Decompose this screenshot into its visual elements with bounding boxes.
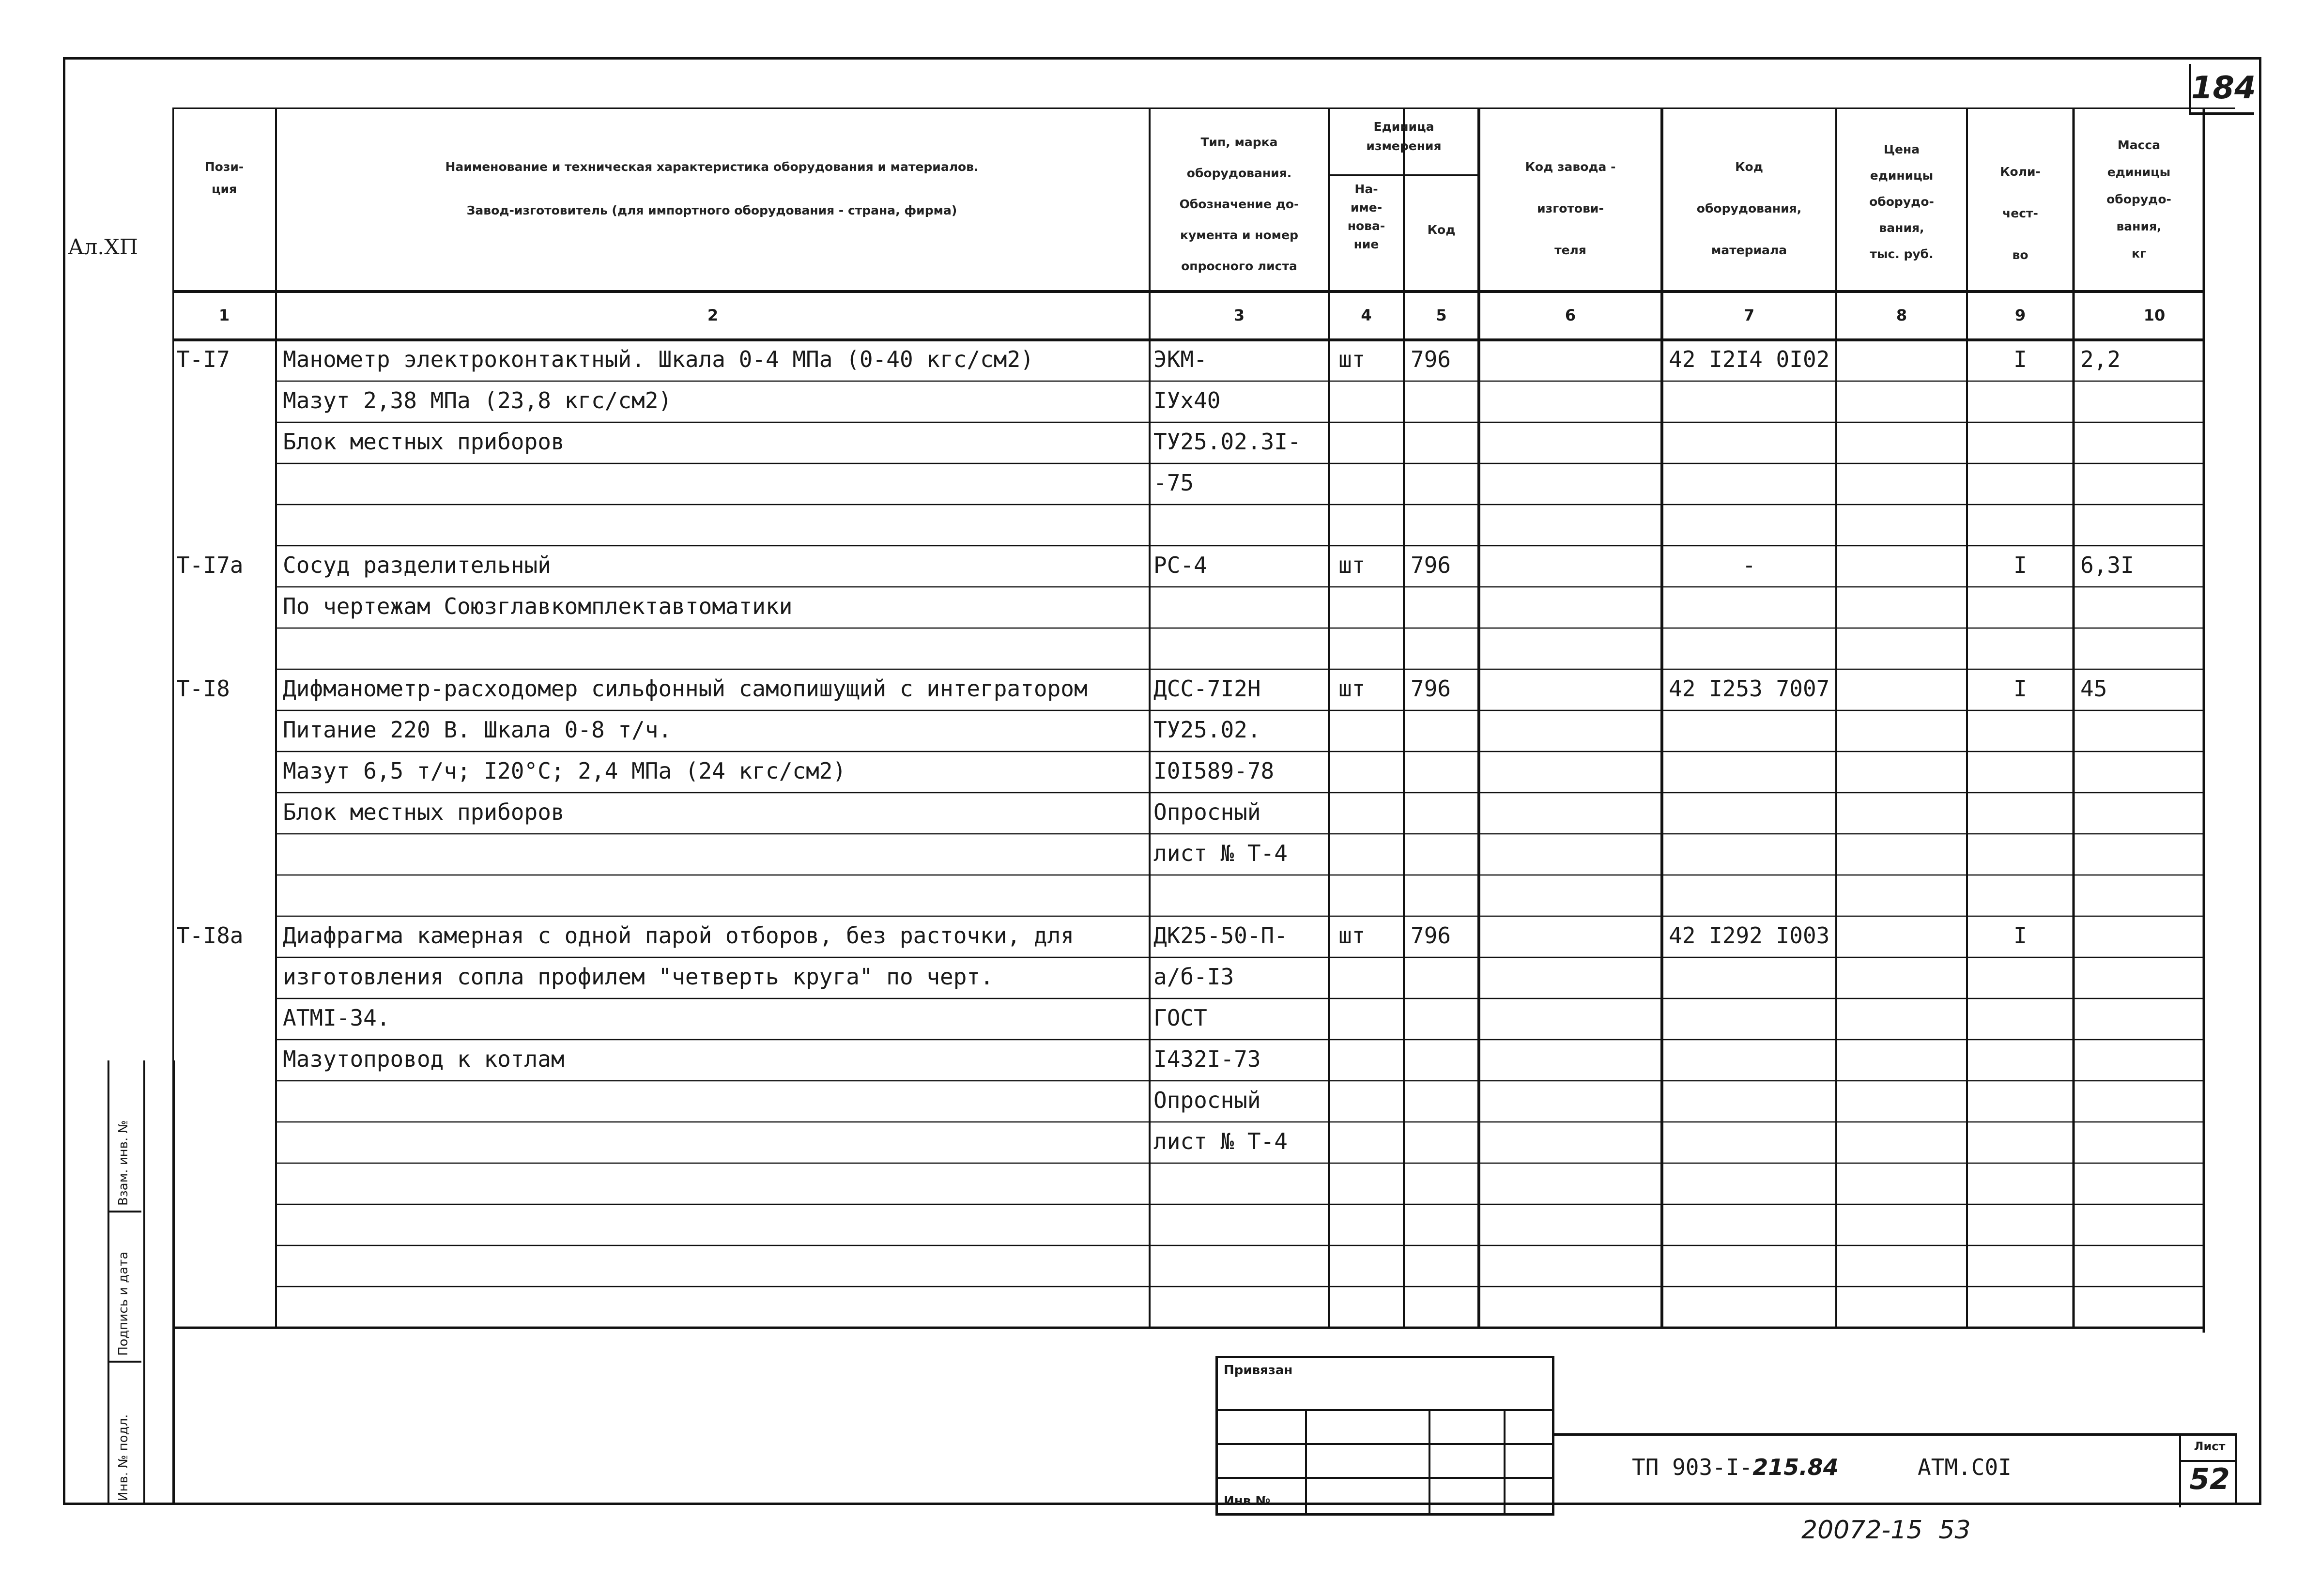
position-cell: Т-I8а — [176, 922, 244, 949]
equipment-code-cell: 42 I292 I003 — [1669, 922, 1830, 949]
type-cell: -75 — [1153, 470, 1194, 496]
column-number: 9 — [2014, 306, 2026, 324]
quantity-cell — [1974, 793, 2067, 831]
name-cell: По чертежам Союзглавкомплектавтоматики — [283, 593, 793, 619]
column-number: 10 — [2143, 306, 2166, 324]
column-number: 4 — [1361, 306, 1372, 324]
mass-cell: 2,2 — [2080, 346, 2121, 372]
header-equipment-code: Код оборудования, материала — [1696, 160, 1802, 257]
name-cell: Сосуд разделительный — [283, 552, 551, 578]
quantity-cell — [1974, 628, 2067, 667]
position-cell: Т-I7 — [176, 346, 230, 372]
header-type: Тип, марка оборудования. Обозначение до- кумента и номер опросного листа — [1179, 135, 1299, 273]
type-cell: Опросный — [1153, 1087, 1261, 1113]
type-cell: ДСС-7I2Н — [1153, 675, 1261, 702]
header-unit: Единица измерения — [1366, 120, 1442, 153]
name-cell: Мазут 6,5 т/ч; I20°С; 2,4 МПа (24 кгс/см2) — [283, 758, 846, 784]
column-number: 5 — [1436, 306, 1447, 324]
name-cell: Блок местных приборов — [283, 799, 565, 825]
name-cell: АТМI-34. — [283, 1005, 390, 1031]
header-mass: Масса единицы оборудо- вания, кг — [2106, 138, 2171, 261]
column-number: 2 — [707, 306, 719, 324]
quantity-cell — [1974, 710, 2067, 749]
quantity-cell — [1974, 381, 2067, 420]
quantity-cell — [1974, 957, 2067, 996]
column-number: 8 — [1896, 306, 1907, 324]
album-label: Ал.ХП — [68, 235, 138, 260]
doc-code-prefix: ТП 903-I- — [1632, 1454, 1753, 1480]
unit-name-cell: шт — [1338, 346, 1366, 372]
quantity-cell — [1974, 422, 2067, 461]
header-unit-name: На- име- нова- ние — [1347, 182, 1385, 251]
column-number: 1 — [218, 306, 230, 324]
quantity-cell — [1974, 1287, 2067, 1325]
unit-code-cell: 796 — [1411, 552, 1451, 578]
type-cell: ГОСТ — [1153, 1005, 1207, 1031]
position-cell: Т-I7а — [176, 552, 244, 578]
quantity-cell: I — [2013, 552, 2027, 578]
quantity-cell — [1974, 1122, 2067, 1161]
title-block — [1554, 1433, 2237, 1505]
quantity-cell — [1974, 1163, 2067, 1202]
unit-name-cell: шт — [1338, 922, 1366, 949]
quantity-cell — [1974, 1245, 2067, 1284]
attached-label: Привязан — [1224, 1363, 1293, 1378]
unit-code-cell: 796 — [1411, 922, 1451, 949]
quantity-cell — [1974, 505, 2067, 543]
quantity-cell — [1974, 587, 2067, 626]
quantity-cell — [1974, 998, 2067, 1037]
side-label-signature: Подпись и дата — [116, 1251, 131, 1356]
header-price: Цена единицы оборудо- вания, тыс. руб. — [1869, 142, 1934, 261]
type-cell: Опросный — [1153, 799, 1261, 825]
name-cell: Дифманометр-расходомер сильфонный самопишущий с интегратором — [283, 675, 1088, 702]
header-name-line1: Наименование и техническая характеристика оборудования и материалов. — [445, 160, 979, 174]
type-cell: I432I-73 — [1153, 1046, 1261, 1072]
header-position: Пози- ция — [204, 160, 244, 196]
equipment-code-cell: - — [1742, 552, 1756, 578]
mass-cell: 45 — [2080, 675, 2107, 702]
equipment-code-cell: 42 I253 7007 — [1669, 675, 1830, 702]
type-cell: ДК25-50-П- — [1153, 922, 1288, 949]
column-number: 3 — [1233, 306, 1245, 324]
quantity-cell — [1974, 875, 2067, 914]
quantity-cell: I — [2013, 922, 2027, 949]
mass-cell: 6,3I — [2080, 552, 2134, 578]
page-number: 184 — [2191, 70, 2256, 106]
header-name-line2: Завод-изготовитель (для импортного оборудования - страна, фирма) — [466, 203, 957, 217]
column-number: 6 — [1565, 306, 1576, 324]
header-unit-code: Код — [1427, 223, 1456, 237]
unit-code-cell: 796 — [1411, 346, 1451, 372]
header-factory-code: Код завода - изготови- теля — [1525, 160, 1616, 257]
footer-handwritten: 20072-15 53 — [1801, 1516, 1971, 1545]
unit-code-cell: 796 — [1411, 675, 1451, 702]
sheet-number: 52 — [2189, 1462, 2230, 1496]
name-cell: Манометр электроконтактный. Шкала 0-4 МПа (0-40 кгс/см2) — [283, 346, 1034, 372]
position-cell: Т-I8 — [176, 675, 230, 702]
quantity-cell — [1974, 834, 2067, 873]
quantity-cell — [1974, 1081, 2067, 1120]
equipment-table — [172, 107, 2235, 1333]
type-cell: ТУ25.02.3I- — [1153, 429, 1301, 455]
side-label-inv: Инв. № подл. — [116, 1414, 131, 1501]
inv-label: Инв № — [1224, 1494, 1271, 1508]
type-cell: I0I589-78 — [1153, 758, 1275, 784]
unit-name-cell: шт — [1338, 552, 1366, 578]
quantity-cell — [1974, 463, 2067, 502]
name-cell: Питание 220 В. Шкала 0-8 т/ч. — [283, 717, 672, 743]
doc-suffix: АТМ.С0I — [1918, 1454, 2012, 1480]
type-cell: ЭКМ- — [1153, 346, 1207, 372]
equipment-code-cell: 42 I2I4 0I02 — [1669, 346, 1830, 372]
quantity-cell — [1974, 1204, 2067, 1243]
name-cell: Мазут 2,38 МПа (23,8 кгс/см2) — [283, 387, 672, 414]
side-label-replace: Взам. инв. № — [116, 1120, 131, 1206]
doc-code-handwritten: 215.84 — [1752, 1454, 1839, 1480]
sheet-label: Лист — [2194, 1440, 2226, 1453]
quantity-cell: I — [2013, 675, 2027, 702]
type-cell: ТУ25.02. — [1153, 717, 1261, 743]
quantity-cell: I — [2013, 346, 2027, 372]
name-cell: Блок местных приборов — [283, 429, 565, 455]
quantity-cell — [1974, 1040, 2067, 1078]
doc-code — [1632, 1454, 1839, 1480]
type-cell: РС-4 — [1153, 552, 1207, 578]
type-cell: а/б-I3 — [1153, 964, 1234, 990]
type-cell: лист № Т-4 — [1153, 840, 1288, 866]
type-cell: IУх40 — [1153, 387, 1221, 414]
type-cell: лист № Т-4 — [1153, 1128, 1288, 1154]
quantity-cell — [1974, 752, 2067, 790]
column-number: 7 — [1743, 306, 1755, 324]
header-quantity: Коли- чест- во — [2000, 165, 2041, 262]
name-cell: изготовления сопла профилем "четверть круга" по черт. — [283, 964, 994, 990]
unit-name-cell: шт — [1338, 675, 1366, 702]
attached-stamp — [1215, 1356, 1554, 1516]
name-cell: Диафрагма камерная с одной парой отборов, без расточки, для — [283, 922, 1074, 949]
name-cell: Мазутопровод к котлам — [283, 1046, 565, 1072]
